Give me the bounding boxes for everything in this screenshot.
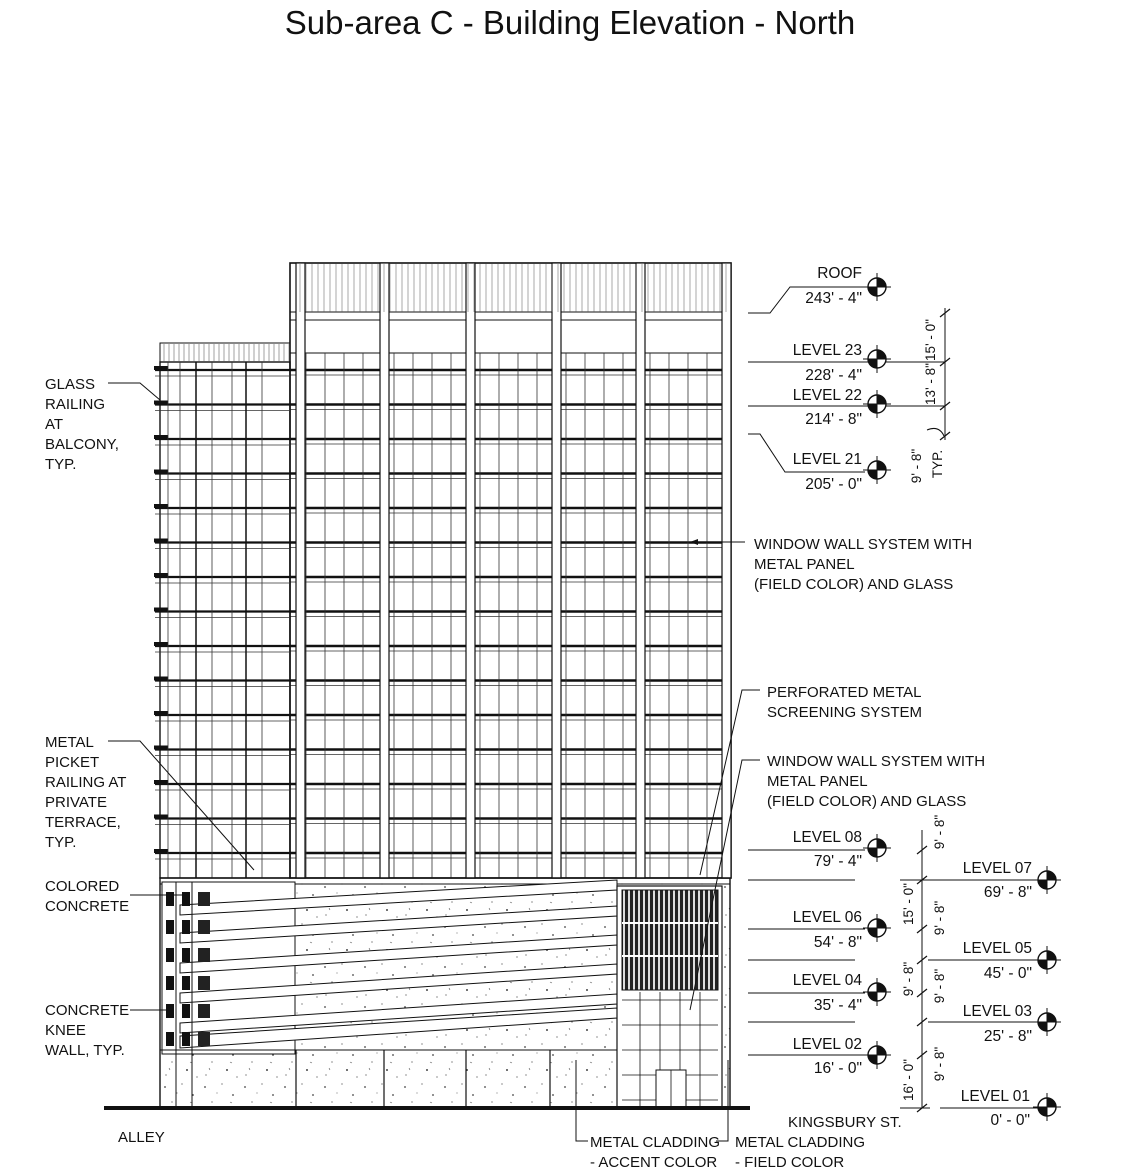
note-cladding-field [735, 1134, 865, 1169]
svg-text:CONCRETE: CONCRETE [45, 1002, 130, 1019]
level-elev-l02: 16' - 0" [813, 1060, 862, 1077]
dim-9-8-a: 9' - 8" [932, 814, 947, 850]
dim-16: 16' - 0" [901, 1059, 916, 1101]
note-kingsbury: KINGSBURY ST. [788, 1114, 902, 1131]
level-elev-l22: 214' - 8" [805, 411, 862, 428]
tower [290, 263, 731, 878]
note-perforated-screening [767, 684, 922, 721]
dim-15-lower: 15' - 0" [901, 883, 916, 925]
svg-text:RAILING: RAILING [45, 396, 106, 413]
svg-text:METAL CLADDING: METAL CLADDING [590, 1134, 721, 1151]
svg-text:- ACCENT COLOR: - ACCENT COLOR [590, 1154, 718, 1169]
note-alley: ALLEY [118, 1129, 165, 1146]
level-elev-l07: 69' - 8" [983, 884, 1032, 901]
dim-9-8-b: 9' - 8" [932, 900, 947, 936]
level-elev-roof: 243' - 4" [805, 290, 862, 307]
svg-text:PICKET: PICKET [45, 754, 100, 771]
level-elev-l23: 228' - 4" [805, 367, 862, 384]
level-name-l02: LEVEL 02 [792, 1036, 862, 1053]
svg-text:WINDOW WALL SYSTEM WITH: WINDOW WALL SYSTEM WITH [754, 536, 973, 553]
dim-9-8-c: 9' - 8" [901, 961, 916, 997]
svg-text:METAL CLADDING: METAL CLADDING [735, 1134, 866, 1151]
level-name-l22: LEVEL 22 [792, 387, 862, 404]
level-name-roof: ROOF [817, 265, 862, 282]
level-name-l23: LEVEL 23 [792, 342, 862, 359]
svg-text:WALL, TYP.: WALL, TYP. [45, 1042, 125, 1059]
note-glass-railing [45, 376, 119, 473]
svg-text:AT: AT [45, 416, 64, 433]
note-window-wall-lower [767, 753, 985, 810]
svg-text:- FIELD COLOR: - FIELD COLOR [735, 1154, 845, 1169]
dim-9-8-d: 9' - 8" [932, 968, 947, 1004]
level-elev-l04: 35' - 4" [813, 997, 862, 1014]
level-name-l08: LEVEL 08 [792, 829, 862, 846]
level-elev-l03: 25' - 8" [983, 1028, 1032, 1045]
svg-text:SCREENING SYSTEM: SCREENING SYSTEM [767, 704, 923, 721]
svg-text:TYP.: TYP. [45, 456, 77, 473]
level-name-l05: LEVEL 05 [962, 940, 1032, 957]
dim-9-8-typ: 9' - 8" [909, 448, 924, 484]
level-name-l04: LEVEL 04 [792, 972, 862, 989]
podium [160, 878, 730, 1108]
svg-text:COLORED: COLORED [45, 878, 120, 895]
note-colored-concrete [45, 878, 129, 915]
level-name-l03: LEVEL 03 [962, 1003, 1032, 1020]
level-elev-l01: 0' - 0" [990, 1112, 1030, 1129]
svg-text:WINDOW WALL SYSTEM WITH: WINDOW WALL SYSTEM WITH [767, 753, 986, 770]
level-name-l21: LEVEL 21 [792, 451, 862, 468]
svg-text:PERFORATED METAL: PERFORATED METAL [767, 684, 922, 701]
svg-text:RAILING AT: RAILING AT [45, 774, 127, 791]
note-cladding-accent [590, 1134, 720, 1169]
level-name-l06: LEVEL 06 [792, 909, 862, 926]
level-elev-l08: 79' - 4" [813, 853, 862, 870]
left-wing [154, 343, 290, 878]
dim-13-8: 13' - 8" [923, 363, 938, 405]
svg-text:(FIELD COLOR) AND GLASS: (FIELD COLOR) AND GLASS [754, 576, 954, 593]
note-concrete-knee-wall [45, 1002, 129, 1059]
dim-typ: TYP. [930, 449, 945, 479]
dim-15-upper: 15' - 0" [923, 319, 938, 361]
page-title: Sub-area C - Building Elevation - North [284, 4, 856, 41]
svg-text:METAL PANEL: METAL PANEL [754, 556, 855, 573]
note-metal-picket [45, 734, 126, 851]
svg-text:TYP.: TYP. [45, 834, 77, 851]
svg-text:TERRACE,: TERRACE, [45, 814, 121, 831]
dim-9-8-e: 9' - 8" [932, 1046, 947, 1082]
svg-text:PRIVATE: PRIVATE [45, 794, 107, 811]
note-window-wall-upper [754, 536, 972, 593]
svg-text:METAL PANEL: METAL PANEL [767, 773, 868, 790]
svg-text:CONCRETE: CONCRETE [45, 898, 130, 915]
level-name-l01: LEVEL 01 [960, 1088, 1030, 1105]
level-elev-l06: 54' - 8" [813, 934, 862, 951]
svg-text:METAL: METAL [45, 734, 94, 751]
svg-text:KNEE: KNEE [45, 1022, 86, 1039]
svg-text:(FIELD COLOR) AND GLASS: (FIELD COLOR) AND GLASS [767, 793, 967, 810]
svg-text:BALCONY,: BALCONY, [45, 436, 119, 453]
level-elev-l05: 45' - 0" [983, 965, 1032, 982]
level-name-l07: LEVEL 07 [962, 860, 1032, 877]
svg-text:GLASS: GLASS [45, 376, 96, 393]
level-elev-l21: 205' - 0" [805, 476, 862, 493]
